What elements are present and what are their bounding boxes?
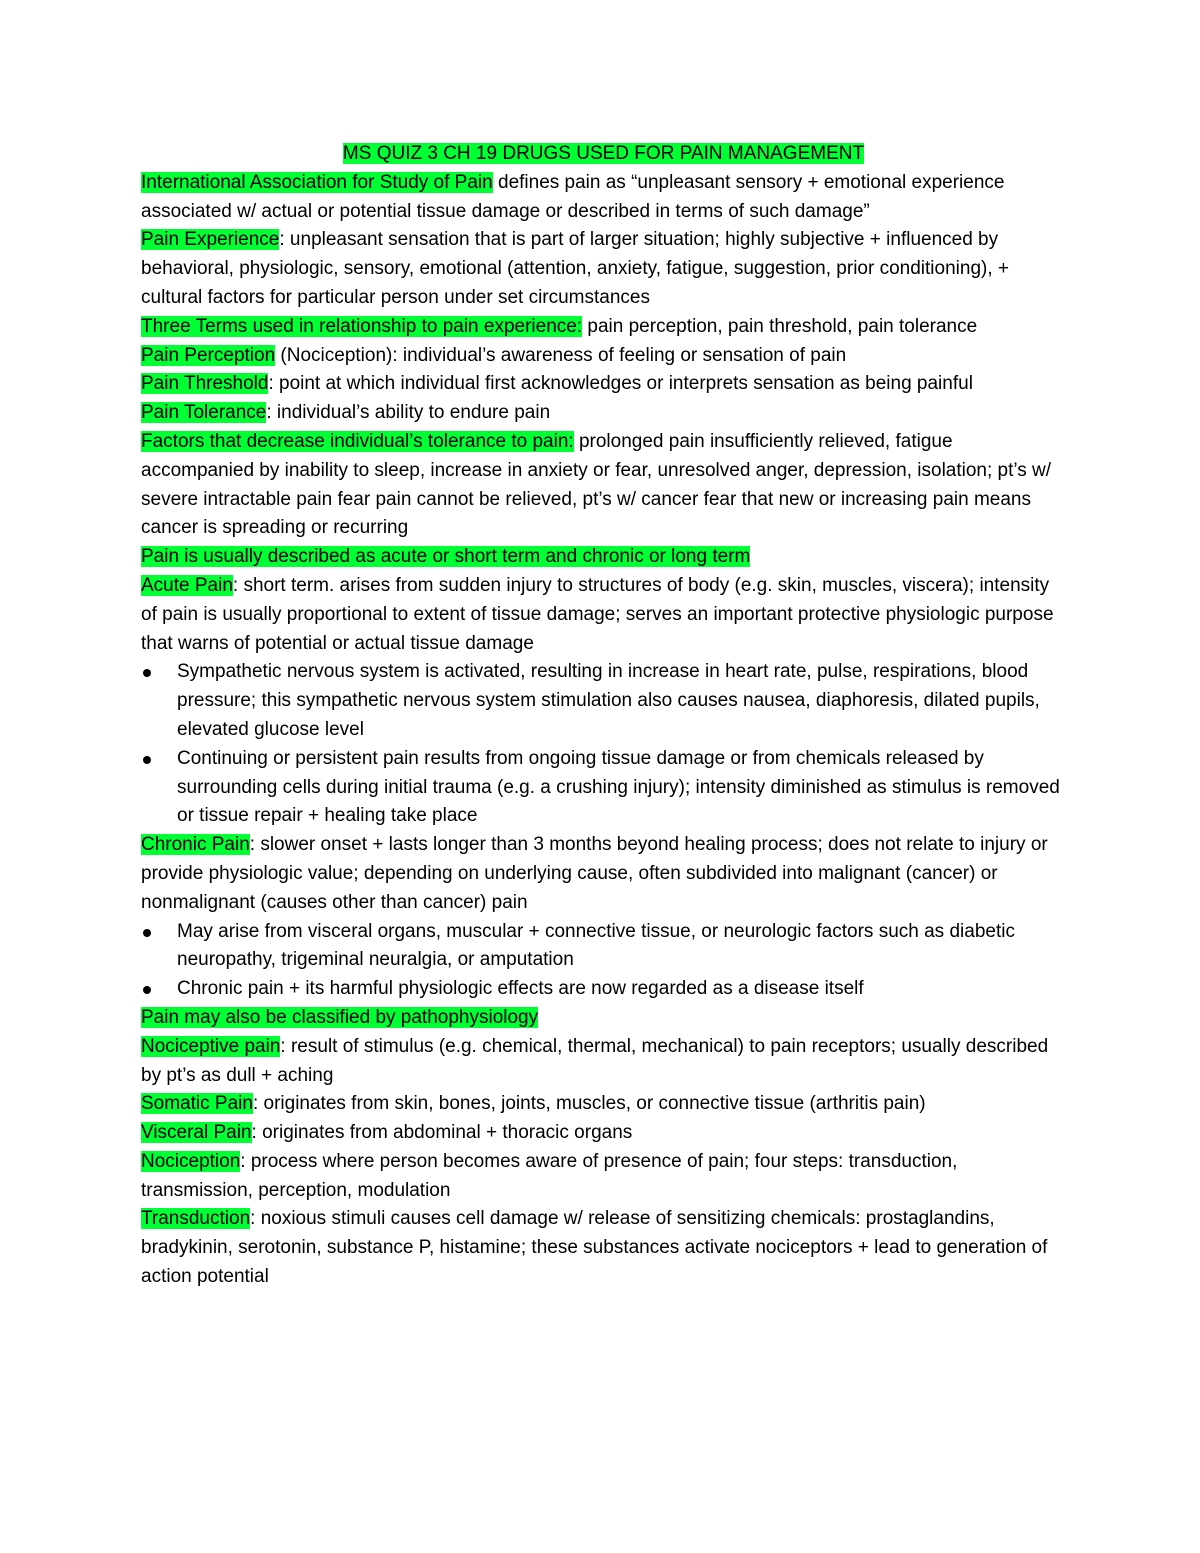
term-definition: : unpleasant sensation that is part of larger situation; highly subjective + influenced by behavioral, physiologic, sensory, emotional (attention, anxiety, fatigue, suggestion, prior conditioning), + cultural factors for particular person under set circumstances — [141, 229, 1009, 308]
bullet-icon — [143, 756, 151, 764]
term-highlight: Factors that decrease individual’s tolerance to pain: — [141, 430, 574, 452]
list-item — [177, 658, 1066, 744]
para-iasp — [141, 169, 1066, 227]
para-nociceptive-pain — [141, 1033, 1066, 1091]
para-pathophysiology-heading — [141, 1004, 1066, 1033]
term-definition: pain perception, pain threshold, pain tolerance — [582, 315, 978, 337]
term-definition: prolonged pain insufficiently relieved, fatigue accompanied by inability to sleep, increase in anxiety or fear, unresolved anger, depression, isolation; pt’s w/ severe intractable pain fear pain cannot be relieved, pt’s w/ cancer fear that new or increasing pain means cancer is spreading or recurring — [141, 430, 1052, 539]
term-highlight: Pain is usually described as acute or short term and chronic or long term — [141, 546, 751, 568]
para-acute-pain — [141, 572, 1066, 658]
para-chronic-pain — [141, 831, 1066, 917]
document-page — [141, 140, 1066, 1292]
para-visceral-pain — [141, 1119, 1066, 1148]
term-highlight: Acute Pain — [141, 574, 233, 596]
para-pain-tolerance — [141, 399, 1066, 428]
list-item — [177, 918, 1066, 976]
list-item — [177, 975, 1066, 1004]
para-decrease-tolerance — [141, 428, 1066, 543]
term-highlight: Pain Tolerance — [141, 402, 267, 424]
para-pain-threshold — [141, 370, 1066, 399]
term-highlight: Somatic Pain — [141, 1093, 253, 1115]
term-definition: : slower onset + lasts longer than 3 months beyond healing process; does not relate to injury or provide physiologic value; depending on underlying cause, often subdivided into malignant (cancer) or nonmalignant (causes other than cancer) pain — [141, 834, 1048, 913]
para-pain-experience — [141, 226, 1066, 312]
list-item-text: Sympathetic nervous system is activated, resulting in increase in heart rate, pulse, respirations, blood pressure; this sympathetic nervous system stimulation also causes nausea, diaphoresis, dilated pupils, elevated glucose level — [177, 661, 1040, 740]
term-definition: : originates from abdominal + thoracic organs — [251, 1122, 633, 1144]
bullet-icon — [143, 986, 151, 994]
term-highlight: Pain may also be classified by pathophysiology — [141, 1006, 539, 1028]
term-highlight: Nociceptive pain — [141, 1035, 281, 1057]
term-definition: : originates from skin, bones, joints, muscles, or connective tissue (arthritis pain) — [252, 1093, 926, 1115]
term-definition: : result of stimulus (e.g. chemical, thermal, mechanical) to pain receptors; usually described by pt’s as dull + aching — [141, 1035, 1049, 1086]
acute-pain-bullet-list — [141, 658, 1066, 831]
para-transduction — [141, 1205, 1066, 1291]
term-definition: (Nociception): individual’s awareness of feeling or sensation of pain — [275, 344, 847, 366]
bullet-icon — [143, 669, 151, 677]
para-pain-perception — [141, 342, 1066, 371]
list-item — [177, 745, 1066, 831]
term-definition: : noxious stimuli causes cell damage w/ release of sensitizing chemicals: prostaglandins, bradykinin, serotonin, substance P, histamine; these substances activate nociceptors + lead to generation of action potential — [141, 1208, 1048, 1288]
term-highlight: Three Terms used in relationship to pain experience: — [141, 315, 583, 337]
term-definition: : individual’s ability to endure pain — [266, 402, 551, 424]
para-three-terms — [141, 313, 1066, 342]
term-highlight: Pain Perception — [141, 344, 276, 366]
para-nociception — [141, 1148, 1066, 1206]
list-item-text: May arise from visceral organs, muscular + connective tissue, or neurologic factors such as diabetic neuropathy, trigeminal neuralgia, or amputation — [177, 920, 1015, 971]
term-highlight: Pain Threshold — [141, 373, 269, 395]
document-title — [141, 140, 1066, 169]
chronic-pain-bullet-list — [141, 918, 1066, 1004]
document-title-text: MS QUIZ 3 CH 19 DRUGS USED FOR PAIN MANAGEMENT — [342, 143, 865, 164]
list-item-text: Chronic pain + its harmful physiologic effects are now regarded as a disease itself — [177, 978, 864, 1000]
para-acute-chronic-heading — [141, 543, 1066, 572]
term-highlight: Chronic Pain — [141, 834, 250, 856]
term-highlight: Transduction — [141, 1208, 251, 1230]
term-definition: : short term. arises from sudden injury to structures of body (e.g. skin, muscles, viscera); intensity of pain is usually proportional to extent of tissue damage; serves an important protective physiologic purpose that warns of potential or actual tissue damage — [141, 574, 1054, 654]
term-definition: : process where person becomes aware of presence of pain; four steps: transduction, transmission, perception, modulation — [141, 1150, 958, 1201]
term-definition: : point at which individual first acknowledges or interprets sensation as being painful — [268, 373, 973, 395]
para-somatic-pain — [141, 1090, 1066, 1119]
list-item-text: Continuing or persistent pain results from ongoing tissue damage or from chemicals released by surrounding cells during initial trauma (e.g. a crushing injury); intensity diminished as stimulus is removed or tissue repair + healing take place — [177, 747, 1060, 827]
term-highlight: Nociception — [141, 1150, 241, 1172]
bullet-icon — [143, 929, 151, 937]
term-definition: defines pain as “unpleasant sensory + emotional experience associated w/ actual or potential tissue damage or described in terms of such damage” — [141, 171, 1005, 222]
term-highlight: Pain Experience — [141, 229, 280, 251]
term-highlight: International Association for Study of Pain — [141, 171, 493, 193]
term-highlight: Visceral Pain — [141, 1122, 252, 1144]
